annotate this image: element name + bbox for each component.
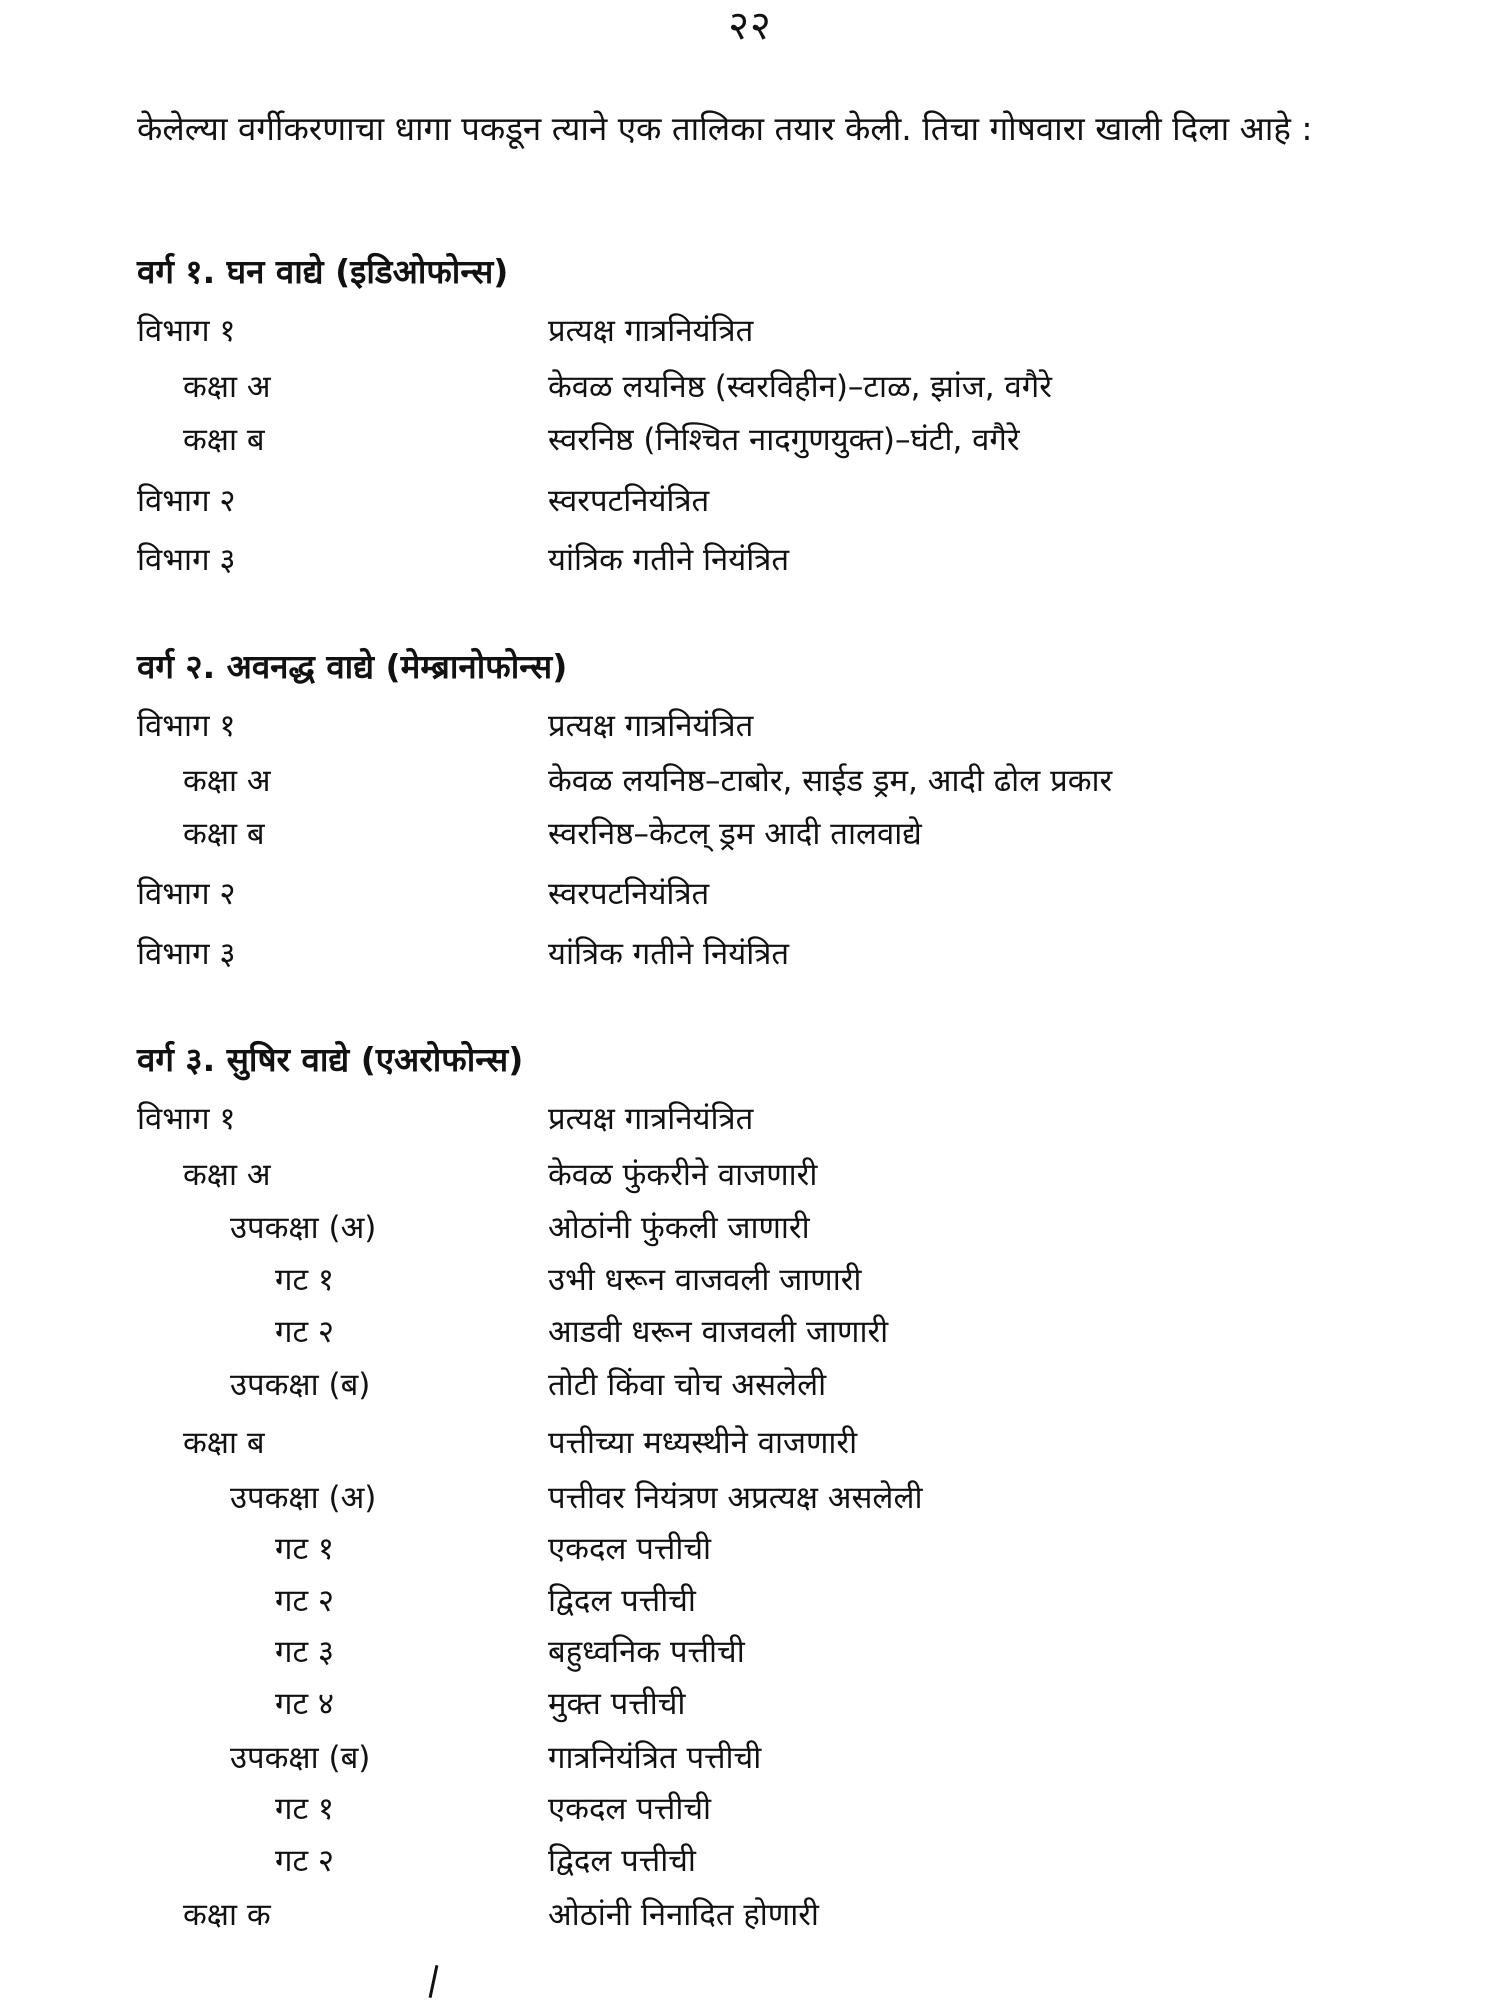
row-description: ओठांनी निनादित होणारी — [548, 1897, 819, 1933]
row-label: विभाग २ — [137, 483, 236, 519]
row-label: कक्षा क — [183, 1897, 271, 1933]
table-row — [0, 1791, 1500, 1841]
table-row — [0, 1897, 1500, 1947]
table-row — [0, 1314, 1500, 1364]
table-row — [0, 763, 1500, 813]
section-title-2: वर्ग २. अवनद्ध वाद्ये (मेम्ब्रानोफोन्स) — [137, 647, 568, 686]
table-row — [0, 1101, 1500, 1151]
row-description: मुक्त पत्तीची — [548, 1686, 686, 1722]
row-description: गात्रनियंत्रित पत्तीची — [548, 1740, 762, 1776]
row-description: स्वरपटनियंत्रित — [548, 483, 710, 519]
table-row — [0, 1843, 1500, 1893]
row-label: गट ४ — [275, 1686, 335, 1722]
row-label: विभाग २ — [137, 876, 236, 912]
row-description: पत्तीच्या मध्यस्थीने वाजणारी — [548, 1425, 858, 1461]
row-description: स्वरपटनियंत्रित — [548, 876, 710, 912]
row-description: स्वरनिष्ठ–केटल् ड्रम आदी तालवाद्ये — [548, 816, 922, 852]
table-row — [0, 1425, 1500, 1475]
table-row — [0, 483, 1500, 533]
table-row — [0, 1583, 1500, 1633]
row-label: विभाग १ — [137, 313, 236, 349]
row-description: स्वरनिष्ठ (निश्चित नादगुणयुक्त)–घंटी, वगैरे — [548, 422, 1020, 458]
row-label: कक्षा ब — [183, 1425, 265, 1461]
row-label: विभाग १ — [137, 708, 236, 744]
row-description: यांत्रिक गतीने नियंत्रित — [548, 542, 790, 578]
row-description: ओठांनी फुंकली जाणारी — [548, 1210, 810, 1246]
row-description: प्रत्यक्ष गात्रनियंत्रित — [548, 1101, 754, 1137]
row-label: उपकक्षा (ब) — [230, 1740, 371, 1776]
row-label: गट २ — [275, 1583, 335, 1619]
row-label: गट १ — [275, 1791, 335, 1827]
table-row — [0, 816, 1500, 866]
table-row — [0, 1157, 1500, 1207]
row-label: कक्षा ब — [183, 816, 265, 852]
row-label: गट २ — [275, 1843, 335, 1879]
section-title-1: वर्ग १. घन वाद्ये (इडिओफोन्स) — [137, 252, 509, 291]
row-description: तोटी किंवा चोच असलेली — [548, 1367, 827, 1403]
row-label: कक्षा ब — [183, 422, 265, 458]
row-description: एकदल पत्तीची — [548, 1791, 712, 1827]
row-label: गट २ — [275, 1314, 335, 1350]
row-description: पत्तीवर नियंत्रण अप्रत्यक्ष असलेली — [548, 1480, 923, 1516]
row-description: द्विदल पत्तीची — [548, 1843, 696, 1879]
row-label: कक्षा अ — [183, 1157, 271, 1193]
scan-mark — [429, 1965, 439, 1998]
table-row — [0, 313, 1500, 363]
table-row — [0, 1634, 1500, 1684]
row-description: बहुध्वनिक पत्तीची — [548, 1634, 745, 1670]
row-label: विभाग १ — [137, 1101, 236, 1137]
row-description: प्रत्यक्ष गात्रनियंत्रित — [548, 708, 754, 744]
row-description: द्विदल पत्तीची — [548, 1583, 696, 1619]
intro-paragraph: केलेल्या वर्गीकरणाचा धागा पकडून त्याने एक तालिका तयार केली. तिचा गोषवारा खाली दिला आहे : — [137, 109, 1313, 148]
row-label: उपकक्षा (ब) — [230, 1367, 371, 1403]
table-row — [0, 1262, 1500, 1312]
row-label: गट १ — [275, 1531, 335, 1567]
page-number: २२ — [728, 3, 772, 49]
row-label: उपकक्षा (अ) — [230, 1480, 377, 1516]
table-row — [0, 369, 1500, 419]
row-description: यांत्रिक गतीने नियंत्रित — [548, 936, 790, 972]
row-description: केवळ लयनिष्ठ (स्वरविहीन)–टाळ, झांज, वगैरे — [548, 369, 1052, 405]
row-description: प्रत्यक्ष गात्रनियंत्रित — [548, 313, 754, 349]
table-row — [0, 708, 1500, 758]
section-title-3: वर्ग ३. सुषिर वाद्ये (एअरोफोन्स) — [137, 1040, 524, 1079]
row-label: कक्षा अ — [183, 763, 271, 799]
table-row — [0, 1686, 1500, 1736]
row-description: आडवी धरून वाजवली जाणारी — [548, 1314, 889, 1350]
row-description: उभी धरून वाजवली जाणारी — [548, 1262, 862, 1298]
row-label: विभाग ३ — [137, 542, 236, 578]
row-label: कक्षा अ — [183, 369, 271, 405]
table-row — [0, 876, 1500, 926]
table-row — [0, 1367, 1500, 1417]
table-row — [0, 1740, 1500, 1790]
table-row — [0, 1480, 1500, 1530]
row-description: केवळ लयनिष्ठ–टाबोर, साईड ड्रम, आदी ढोल प्रकार — [548, 763, 1113, 799]
row-description: केवळ फुंकरीने वाजणारी — [548, 1157, 818, 1193]
table-row — [0, 1531, 1500, 1581]
row-description: एकदल पत्तीची — [548, 1531, 712, 1567]
row-label: विभाग ३ — [137, 936, 236, 972]
row-label: गट १ — [275, 1262, 335, 1298]
table-row — [0, 936, 1500, 986]
row-label: उपकक्षा (अ) — [230, 1210, 377, 1246]
row-label: गट ३ — [275, 1634, 335, 1670]
table-row — [0, 1210, 1500, 1260]
table-row — [0, 542, 1500, 592]
table-row — [0, 422, 1500, 472]
